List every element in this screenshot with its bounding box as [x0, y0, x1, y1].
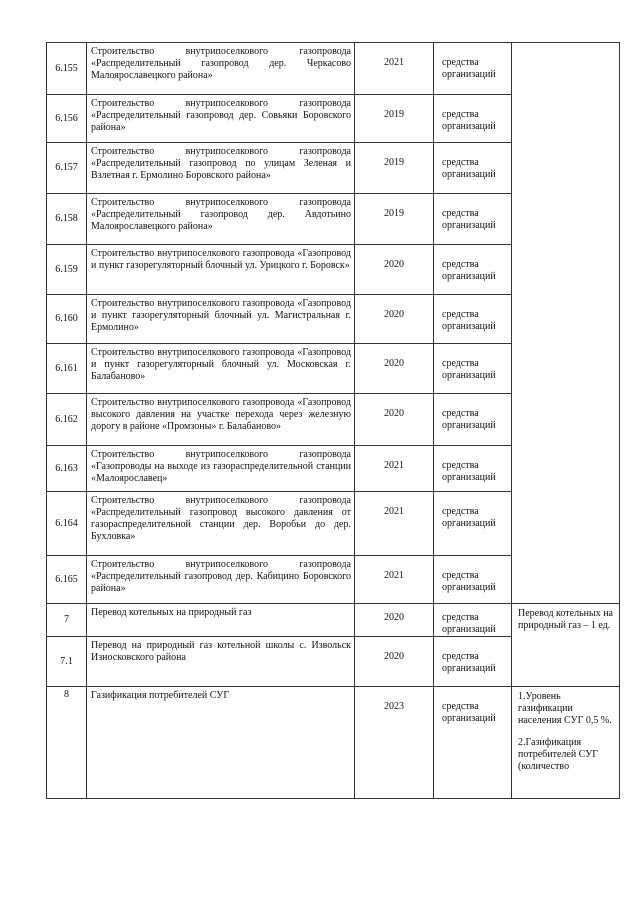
row-number: 6.160: [47, 295, 87, 344]
row-year: 2020: [355, 245, 434, 295]
row-description: Строительство внутрипоселкового газопровода «Распределительный газопровод дер. Совьяки Боровского района»: [87, 95, 355, 143]
row-year: 2021: [355, 556, 434, 604]
row-year: 2021: [355, 446, 434, 492]
row-number: 6.159: [47, 245, 87, 295]
row-source: средства организаций: [434, 604, 512, 637]
row-year: 2020: [355, 604, 434, 637]
row-source: средства организаций: [434, 95, 512, 143]
row-source: средства организаций: [434, 143, 512, 194]
row-description: Строительство внутрипоселкового газопровода «Газопроводы на выходе из газораспределительной станции «Малоярославец»: [87, 446, 355, 492]
row-description: Строительство внутрипоселкового газопровода «Газопровод и пункт газорегуляторный блочный ул. Московская г. Балабаново»: [87, 344, 355, 394]
row-description: Строительство внутрипоселкового газопровода «Газопровод и пункт газорегуляторный блочный ул. Урицкого г. Боровск»: [87, 245, 355, 295]
program-table: [46, 42, 620, 799]
result-8-item-2: 2.Газификация потребителей СУГ (количество: [518, 737, 599, 772]
row-year: 2019: [355, 143, 434, 194]
result-cell-7: Перевод котельных на природный газ – 1 ед.: [512, 604, 620, 687]
row-number: 6.164: [47, 492, 87, 556]
row-source: средства организаций: [434, 637, 512, 687]
row-source: средства организаций: [434, 295, 512, 344]
row-source: средства организаций: [434, 446, 512, 492]
row-source: средства организаций: [434, 556, 512, 604]
row-source: средства организаций: [434, 492, 512, 556]
result-cell-8: [512, 687, 620, 799]
row-number: 6.155: [47, 43, 87, 95]
row-year: 2021: [355, 492, 434, 556]
row-number: 6.157: [47, 143, 87, 194]
row-description: Строительство внутрипоселкового газопровода «Распределительный газопровод по улицам Зеленая и Взлетная г. Ермолино Боровского района»: [87, 143, 355, 194]
row-description: Строительство внутрипоселкового газопровода «Газопровод и пункт газорегуляторный блочный ул. Магистральная г. Ермолино»: [87, 295, 355, 344]
row-source: средства организаций: [434, 245, 512, 295]
row-number: 6.162: [47, 394, 87, 446]
row-year: 2020: [355, 295, 434, 344]
row-year: 2023: [355, 687, 434, 799]
result-cell-empty: [512, 43, 620, 604]
row-year: 2020: [355, 344, 434, 394]
row-source: средства организаций: [434, 344, 512, 394]
row-number: 6.163: [47, 446, 87, 492]
row-description: Газификация потребителей СУГ: [87, 687, 355, 799]
row-description: Строительство внутрипоселкового газопровода «Распределительный газопровод дер. Авдотьино Малоярославецкого района»: [87, 194, 355, 245]
table-row: [47, 43, 620, 95]
row-source: средства организаций: [434, 394, 512, 446]
row-number: 6.161: [47, 344, 87, 394]
row-year: 2020: [355, 637, 434, 687]
row-description: Строительство внутрипоселкового газопровода «Газопровод высокого давления на участке перехода через железную дорогу в районе «Промзоны» г. Балабаново»: [87, 394, 355, 446]
row-description: Строительство внутрипоселкового газопровода «Распределительный газопровод дер. Черкасово Малоярославецкого района»: [87, 43, 355, 95]
row-number: 6.165: [47, 556, 87, 604]
row-source: средства организаций: [434, 43, 512, 95]
row-source: средства организаций: [434, 194, 512, 245]
result-8-item-1: 1.Уровень газификации населения СУГ 0,5 %.: [518, 691, 612, 726]
row-year: 2020: [355, 394, 434, 446]
row-number: 7.1: [47, 637, 87, 687]
row-description: Строительство внутрипоселкового газопровода «Распределительный газопровод высокого давления от газораспределительной станции дер. Воробьи до дер. Бухловка»: [87, 492, 355, 556]
table-row: [47, 604, 620, 637]
row-number: 8: [47, 687, 87, 799]
row-description: Перевод на природный газ котельной школы с. Извольск Износковского района: [87, 637, 355, 687]
row-number: 7: [47, 604, 87, 637]
row-year: 2021: [355, 43, 434, 95]
row-description: Строительство внутрипоселкового газопровода «Распределительный газопровод дер. Кабицино Боровского района»: [87, 556, 355, 604]
row-source: средства организаций: [434, 687, 512, 799]
table-row: [47, 687, 620, 799]
row-year: 2019: [355, 95, 434, 143]
row-number: 6.158: [47, 194, 87, 245]
row-number: 6.156: [47, 95, 87, 143]
row-description: Перевод котельных на природный газ: [87, 604, 355, 637]
row-year: 2019: [355, 194, 434, 245]
